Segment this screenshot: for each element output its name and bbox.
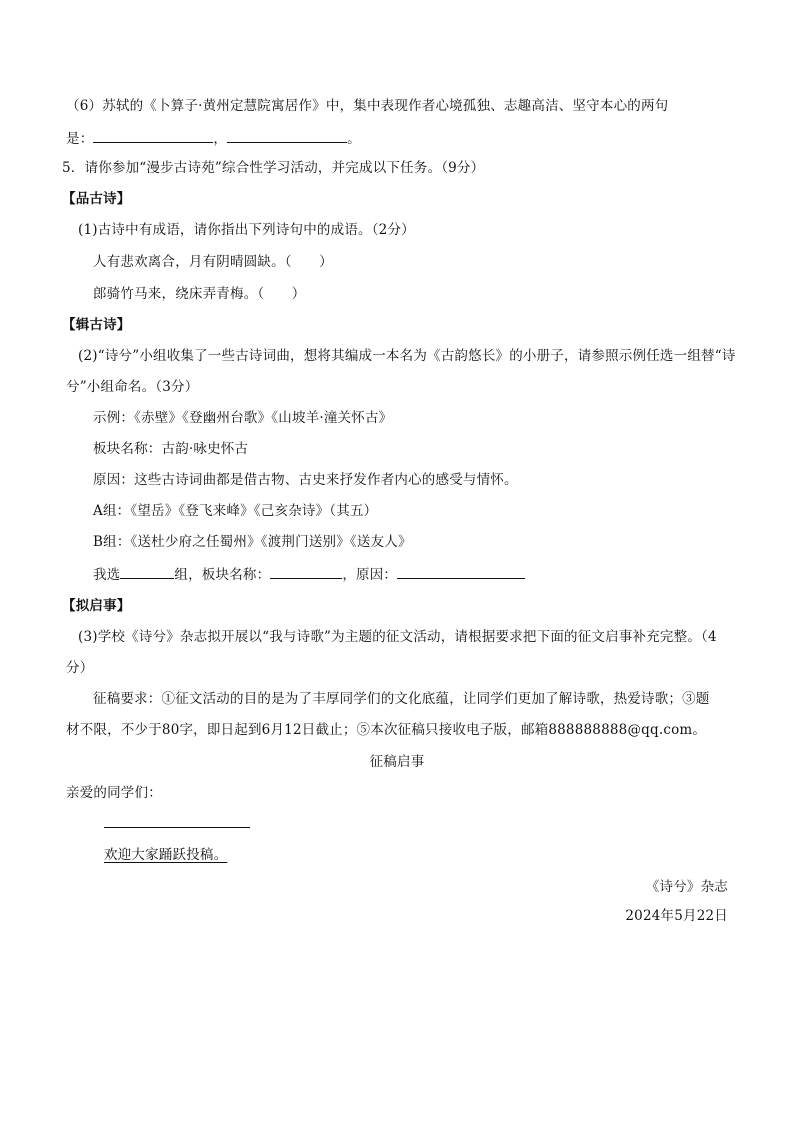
choose-prefix: 我选 [93,567,121,583]
q6-prefix: 是： [66,131,94,147]
group-b-line: B组：《送杜少府之任蜀州》《渡荆门送别》《送友人》 [93,534,412,550]
q6-line1: （6）苏轼的《卜算子·黄州定慧院寓居作》中，集中表现作者心境孤独、志趣高洁、坚守本心的两句 [66,98,669,114]
question-5-title: 5．请你参加“漫步古诗苑”综合性学习活动，并完成以下任务。（9分） [62,160,485,176]
sub-question-3-line1: (3)学校《诗兮》杂志拟开展以“我与诗歌”为主题的征文活动，请根据要求把下面的征文启事补充完整。（4 [78,629,717,645]
requirement-line1: 征稿要求：①征文活动的目的是为了丰厚同学们的文化底蕴，让同学们更加了解诗歌，热爱诗歌；③题 [93,691,710,707]
sub-question-3-line2: 分） [66,660,94,676]
requirement-line2: 材不限，不少于80字，即日起到6月12日截止；⑤本次征稿只接收电子版，邮箱888888888@qq.com。 [66,722,707,738]
welcome-line: 欢迎大家踊跃投稿。 [104,847,228,863]
choose-mid2: ，原因： [342,567,398,583]
reason-blank[interactable] [397,564,525,579]
answer-blank-1[interactable] [93,128,213,143]
reason-line: 原因：这些古诗词曲都是借古物、古史来抒发作者内心的感受与情怀。 [93,472,518,488]
sub-question-1: (1)古诗中有成语，请你指出下列诗句中的成语。（2分） [78,222,415,238]
section-header-3: 【拟启事】 [62,598,131,614]
section-name-blank[interactable] [270,564,342,579]
q6-end: 。 [347,131,361,147]
choose-line [93,564,525,585]
q6-sep: ， [213,131,228,147]
choose-mid1: 组，板块名称： [174,567,271,583]
signature: 《诗兮》杂志 [645,879,728,895]
group-a-line: A组：《望岳》《登飞来峰》《己亥杂诗》（其五） [93,503,378,519]
section-header-1: 【品古诗】 [62,191,131,207]
section-name-line: 板块名称：古韵·咏史怀古 [93,441,249,457]
sub-question-2-line1: (2)“诗兮”小组收集了一些古诗词曲，想将其编成一本名为《古韵悠长》的小册子，请参照示例任选一组替“诗 [78,348,736,364]
section-header-2: 【辑古诗】 [62,317,131,333]
poem-line-b: 郎骑竹马来，绕床弄青梅。（ ） [93,286,306,302]
notice-date: 2024年5月22日 [625,908,728,924]
sub-question-2-line2: 兮”小组命名。（3分） [66,379,199,395]
notice-title: 征稿启事 [369,754,425,770]
q6-line2 [66,128,361,149]
example-line: 示例：《赤壁》《登幽州台歌》《山坡羊·潼关怀古》 [93,410,393,426]
group-choice-blank[interactable] [120,564,174,579]
answer-blank-2[interactable] [227,128,347,143]
greeting-line: 亲爱的同学们： [66,785,162,801]
poem-line-a: 人有悲欢离合，月有阴晴圆缺。（ ） [93,254,333,270]
notice-body-blank[interactable] [104,827,250,828]
